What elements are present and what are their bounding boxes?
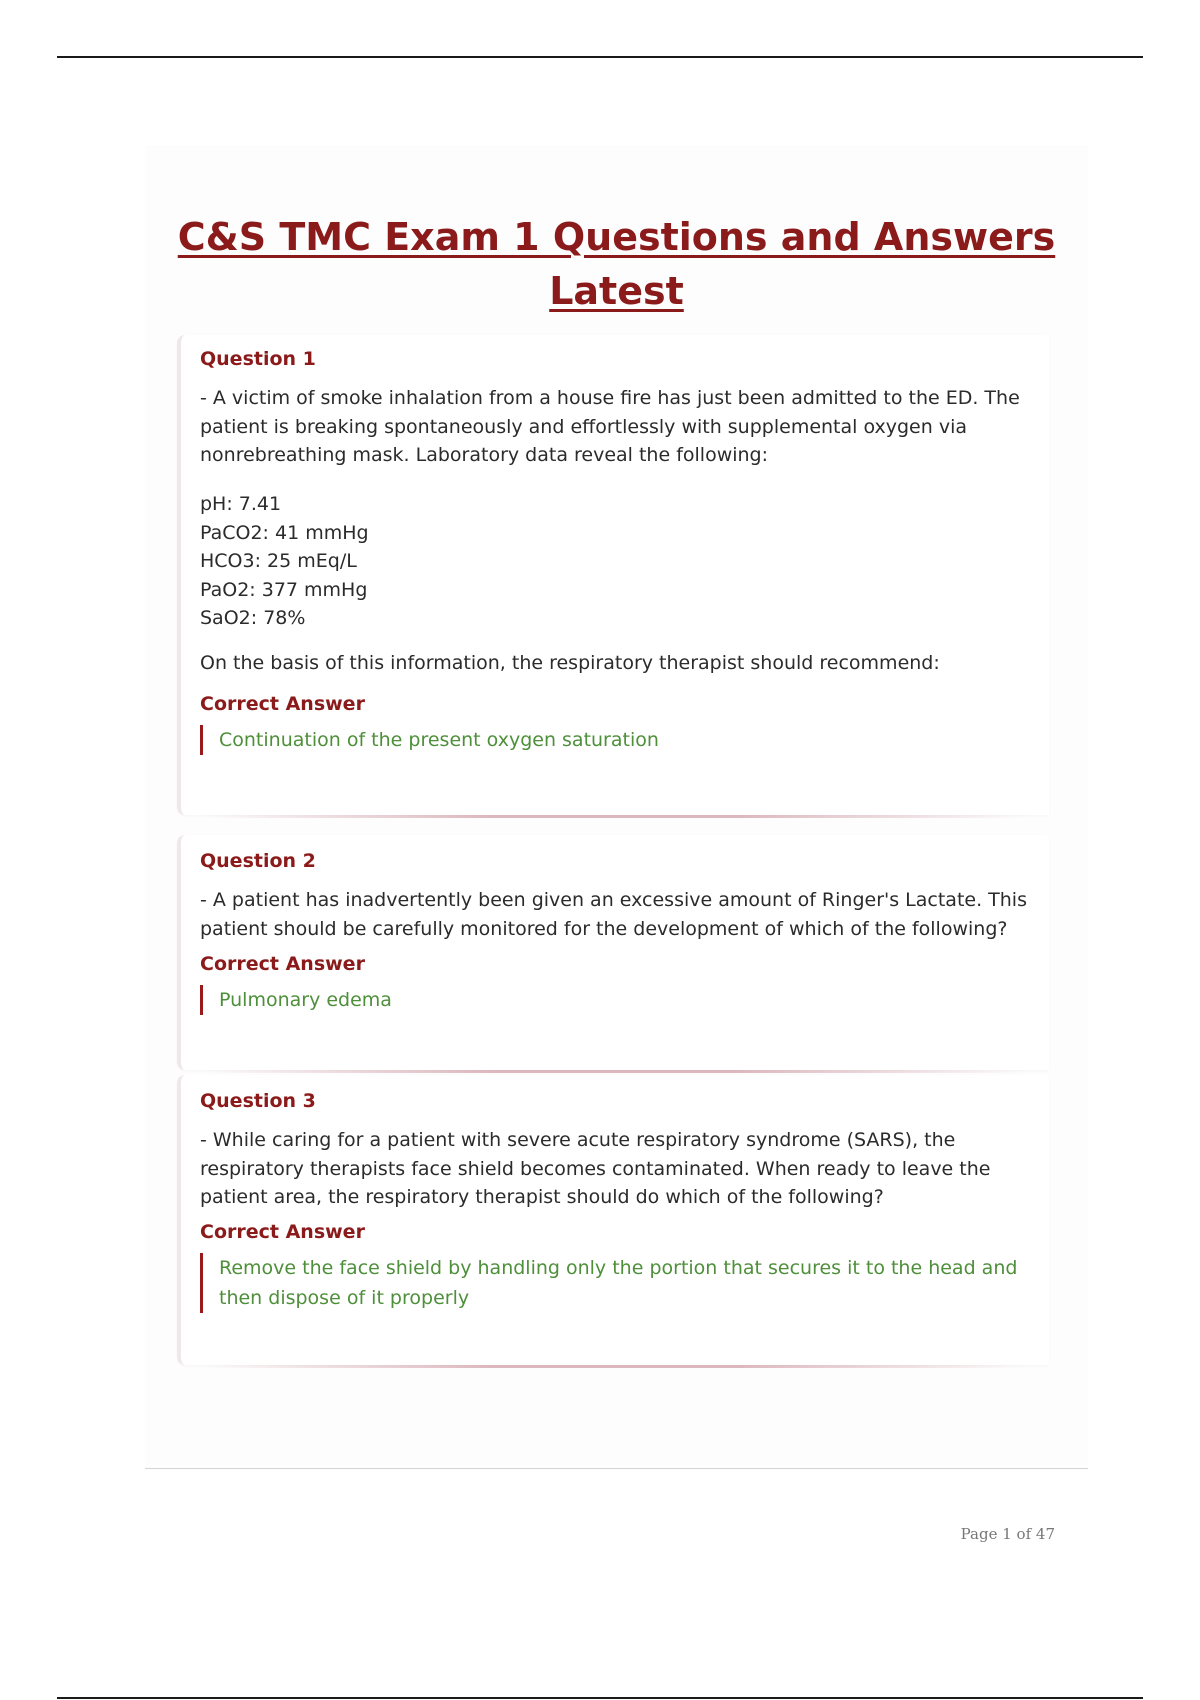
correct-answer: Continuation of the present oxygen saturation bbox=[200, 725, 1044, 755]
document-page bbox=[145, 145, 1088, 1470]
correct-answer: Remove the face shield by handling only the portion that secures it to the head and then dispose of it properly bbox=[200, 1253, 1044, 1313]
correct-answer-label: Correct Answer bbox=[200, 693, 365, 715]
question-card bbox=[177, 835, 1049, 1070]
question-text: - A patient has inadvertently been given an excessive amount of Ringer's Lactate. This patient should be carefully monitored for the development of which of the following? bbox=[200, 889, 1027, 940]
correct-answer: Pulmonary edema bbox=[200, 985, 1044, 1015]
lab-result: pH: 7.41 bbox=[200, 493, 282, 515]
correct-answer-label: Correct Answer bbox=[200, 1221, 365, 1243]
lab-results-list bbox=[200, 490, 369, 633]
question-card bbox=[177, 1075, 1049, 1365]
question-text: - A victim of smoke inhalation from a house fire has just been admitted to the ED. The patient is breaking spontaneously and effortlessly with supplemental oxygen via nonrebreathing mask. Laboratory data reveal the following: bbox=[200, 387, 1020, 466]
correct-answer-label: Correct Answer bbox=[200, 953, 365, 975]
question-label: Question 1 bbox=[200, 348, 316, 370]
lab-result: PaO2: 377 mmHg bbox=[200, 578, 368, 601]
footer-divider bbox=[145, 1468, 1088, 1469]
question-label: Question 2 bbox=[200, 850, 316, 872]
question-card bbox=[177, 335, 1049, 815]
document-title bbox=[145, 210, 1088, 318]
lab-result: HCO3: 25 mEq/L bbox=[200, 550, 357, 572]
question-text: - While caring for a patient with severe acute respiratory syndrome (SARS), the respiratory therapists face shield becomes contaminated. When ready to leave the patient area, the respiratory therapist should do which of the following? bbox=[200, 1129, 991, 1208]
top-rule bbox=[57, 56, 1143, 58]
bottom-rule bbox=[57, 1697, 1143, 1699]
lab-result: PaCO2: 41 mmHg bbox=[200, 521, 369, 544]
page-number: Page 1 of 47 bbox=[960, 1525, 1055, 1543]
title-line-1: C&S TMC Exam 1 Questions and Answers bbox=[177, 215, 1056, 259]
title-line-2: Latest bbox=[549, 269, 684, 313]
lab-result: SaO2: 78% bbox=[200, 607, 306, 629]
question-prompt: On the basis of this information, the respiratory therapist should recommend: bbox=[200, 652, 940, 674]
question-label: Question 3 bbox=[200, 1090, 316, 1112]
